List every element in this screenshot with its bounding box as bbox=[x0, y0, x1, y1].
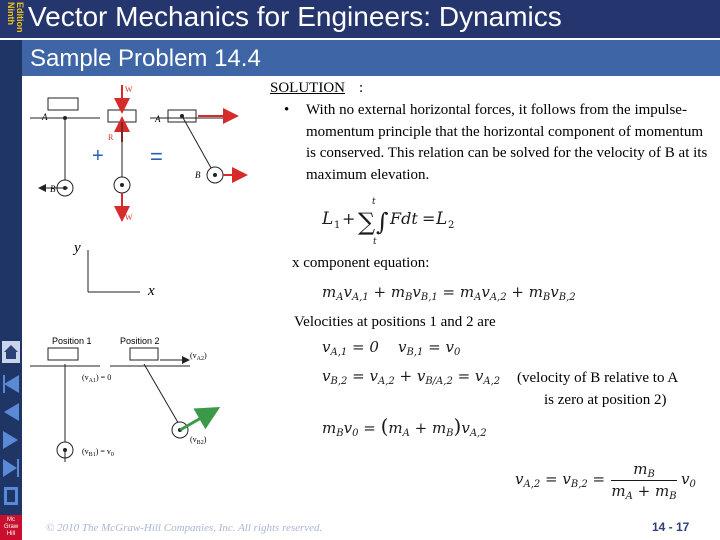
logo-line-2: Graw bbox=[3, 524, 19, 530]
solution-paragraph bbox=[270, 100, 715, 186]
svg-text:L: L bbox=[436, 209, 448, 229]
svg-text:B: B bbox=[195, 170, 201, 180]
exit-icon[interactable] bbox=[1, 484, 21, 508]
svg-text:∑: ∑ bbox=[358, 208, 376, 236]
solution-text: With no external horizontal forces, it follows from the impulse-momentum principle that the horizontal component of momentum is conserved. This relation can be solved for the velocity of B at its maximum elevation. bbox=[306, 102, 708, 183]
relative-velocity-note bbox=[517, 367, 717, 411]
first-page-icon[interactable] bbox=[1, 372, 21, 396]
x-component-label: x component equation: bbox=[292, 255, 430, 271]
vB1-label: $(v_B1) = v_0$ bbox=[82, 447, 114, 458]
solution-colon: : bbox=[359, 80, 364, 96]
page-title: Vector Mechanics for Engineers: Dynamics bbox=[28, 1, 562, 32]
fbd-label-A: A bbox=[42, 112, 48, 122]
vA1-label: $(v_A1) = 0$ bbox=[82, 373, 112, 384]
velocities-label: Velocities at positions 1 and 2 are bbox=[294, 314, 496, 330]
copyright-footer: © 2010 The McGraw-Hill Companies, Inc. All rights reserved. bbox=[46, 522, 323, 534]
momentum-equation-x: $m_Av_{A,1} + m_Bv_{B,1} = m_Av_{A,2} + m_Bv_{B,2}$ bbox=[322, 283, 576, 303]
free-body-diagram bbox=[30, 80, 245, 225]
position-2-label: Position 2 bbox=[120, 336, 160, 346]
axis-y-label: y bbox=[74, 240, 81, 256]
svg-text:1: 1 bbox=[334, 220, 341, 231]
coordinate-axes bbox=[70, 240, 160, 300]
fbd-label-B: B bbox=[50, 184, 56, 194]
home-icon[interactable] bbox=[1, 340, 21, 364]
fbd-plus: + bbox=[92, 145, 104, 167]
fbd-label-R: R bbox=[108, 133, 114, 142]
svg-text:A: A bbox=[155, 114, 161, 124]
prev-icon[interactable] bbox=[1, 400, 21, 424]
mcgraw-hill-logo bbox=[0, 515, 22, 540]
velocity-position1-equation: $v_{A,1} = 0$ $v_{B,1} = v_0$ bbox=[322, 338, 461, 358]
page-subtitle: Sample Problem 14.4 bbox=[30, 45, 261, 72]
svg-text:L: L bbox=[322, 209, 334, 229]
svg-text:Fdt: Fdt bbox=[390, 209, 418, 228]
vB2-label: $(v_B2)$ bbox=[190, 435, 207, 446]
edition-line1: Ninth bbox=[6, 2, 16, 25]
logo-line-1: Mc bbox=[7, 517, 15, 523]
fbd-equals: = bbox=[150, 144, 163, 169]
logo-line-3: Hill bbox=[6, 531, 16, 537]
svg-text:2: 2 bbox=[448, 220, 455, 231]
page-number: 14 - 17 bbox=[652, 520, 690, 534]
svg-text:∫: ∫ bbox=[376, 208, 389, 236]
vA2-label: $(v_A2)$ bbox=[190, 351, 207, 362]
momentum-balance-equation: $m_Bv_0 = (m_A + m_B)v_{A,2}$ bbox=[322, 414, 487, 439]
axis-x-label: x bbox=[148, 283, 155, 299]
next-icon[interactable] bbox=[1, 428, 21, 452]
note-line-1: (velocity of B relative to A bbox=[517, 370, 679, 386]
svg-text:t: t bbox=[373, 237, 377, 247]
velocity-position2-equation: $v_{B,2} = v_{A,2} + v_{B/A,2} = v_{A,2}$ bbox=[322, 367, 501, 387]
bullet: • bbox=[284, 102, 290, 118]
solution-heading: SOLUTION bbox=[270, 80, 345, 96]
svg-text:+: + bbox=[342, 209, 356, 228]
fbd-label-WB: W bbox=[125, 213, 133, 222]
position-diagram bbox=[30, 330, 245, 470]
svg-text:t: t bbox=[372, 197, 376, 207]
edition-line2: Edition bbox=[15, 2, 25, 33]
note-line-2: is zero at position 2) bbox=[544, 392, 667, 408]
last-page-icon[interactable] bbox=[1, 456, 21, 480]
edition-badge bbox=[0, 0, 25, 40]
position-1-label: Position 1 bbox=[52, 336, 92, 346]
impulse-momentum-equation bbox=[318, 192, 458, 248]
fbd-label-WA: W bbox=[125, 85, 133, 94]
svg-text:=: = bbox=[422, 209, 436, 228]
